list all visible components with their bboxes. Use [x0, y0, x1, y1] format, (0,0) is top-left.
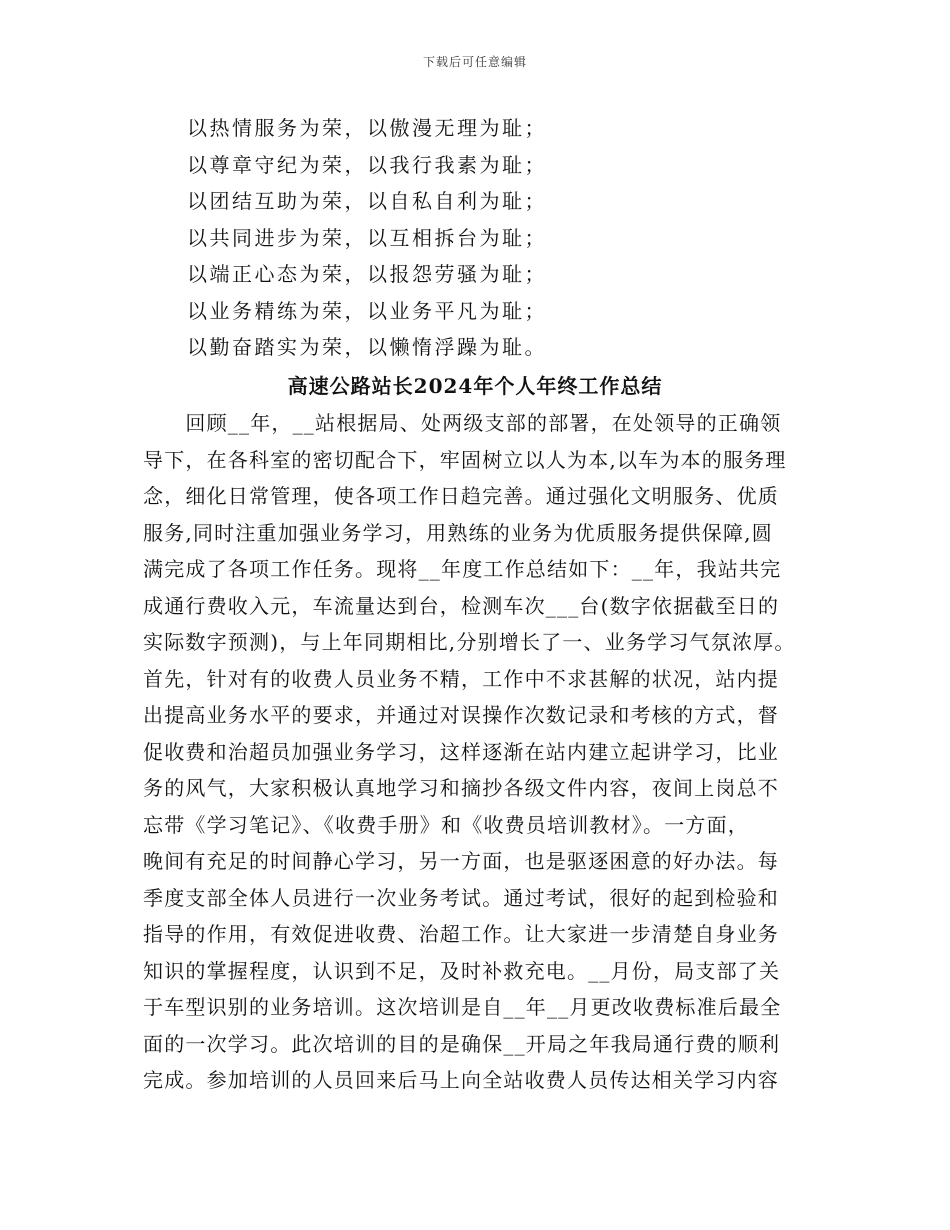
- body-line: 晚间有充足的时间静心学习，另一方面，也是驱逐困意的好办法。每: [143, 849, 779, 873]
- body-line: 完成。参加培训的人员回来后马上向全站收费人员传达相关学习内容: [143, 1068, 779, 1092]
- body-line: 务的风气，大家积极认真地学习和摘抄各级文件内容，夜间上岗总不: [143, 776, 779, 800]
- motto-list: [187, 110, 547, 366]
- motto-line: 以端正心态为荣，以报怨劳骚为耻；: [187, 262, 547, 286]
- body-line: 出提高业务水平的要求，并通过对误操作次数记录和考核的方式，督: [143, 703, 779, 727]
- body-line: 于车型识别的业务培训。这次培训是自__年__月更改收费标准后最全: [143, 995, 782, 1019]
- motto-line: 以勤奋踏实为荣，以懒惰浮躁为耻。: [187, 335, 547, 359]
- motto-line: 以业务精练为荣，以业务平凡为耻；: [187, 298, 547, 323]
- motto-line: 以尊章守纪为荣，以我行我素为耻；: [187, 152, 547, 177]
- motto-line: 以热情服务为荣，以傲漫无理为耻；: [187, 116, 547, 140]
- body-line: 满完成了各项工作任务。现将__年度工作总结如下：__年，我站共完: [143, 557, 782, 581]
- body-line: 导下，在各科室的密切配合下，牢固树立以人为本,以车为本的服务理: [143, 447, 787, 472]
- body-line: 服务,同时注重加强业务学习，用熟练的业务为优质服务提供保障,圆: [143, 520, 773, 545]
- article-title: 高速公路站长2024年个人年终工作总结: [287, 374, 663, 398]
- body-line: 指导的作用，有效促进收费、治超工作。让大家进一步清楚自身业务: [143, 922, 779, 946]
- body-line: 面的一次学习。此次培训的目的是确保__开局之年我局通行费的顺利: [143, 1031, 781, 1056]
- body-line: 知识的掌握程度，认识到不足，及时补救充电。__月份，局支部了关: [143, 958, 781, 983]
- body-line: 首先，针对有的收费人员业务不精，工作中不求甚解的状况，站内提: [143, 666, 779, 691]
- body-line: 忘带《学习笔记》、《收费手册》和《收费员培训教材》。一方面，: [143, 812, 749, 837]
- header-note: 下载后可任意编辑: [422, 55, 527, 69]
- motto-line: 以共同进步为荣，以互相拆台为耻；: [187, 225, 547, 250]
- body-line: 念，细化日常管理，使各项工作日趋完善。通过强化文明服务、优质: [143, 484, 779, 508]
- body-line: 成通行费收入元，车流量达到台，检测车次___台(数字依据截至日的: [143, 593, 780, 618]
- body-line: 促收费和治超员加强业务学习，这样逐渐在站内建立起讲学习，比业: [143, 739, 779, 764]
- body-line: 实际数字预测)，与上年同期相比,分别增长了一、业务学习气氛浓厚。: [143, 630, 796, 654]
- body-line: 回顾__年，__站根据局、处两级支部的部署，在处领导的正确领: [143, 411, 782, 435]
- article-body: [143, 405, 805, 1099]
- body-line: 季度支部全体人员进行一次业务考试。通过考试，很好的起到检验和: [143, 885, 779, 910]
- motto-line: 以团结互助为荣，以自私自利为耻；: [187, 189, 547, 213]
